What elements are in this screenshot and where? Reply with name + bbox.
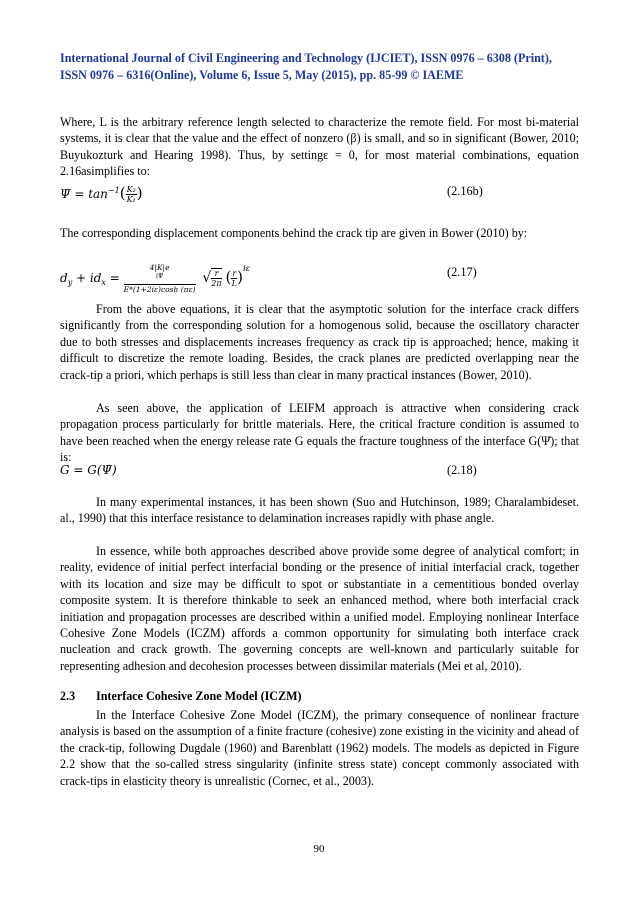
paragraph-leifm: As seen above, the application of LEIFM approach is attractive when considering crack propagation process particularly for brittle materials. Here, the critical fracture condition is assumed to have been reached when the energy release rate G equals the fracture toughness of the interface G(Ψ̇); that is:: [60, 401, 579, 465]
section-number: 2.3: [60, 689, 76, 703]
section-heading: [60, 689, 302, 704]
header-line-1: International Journal of Civil Engineering and Technology (IJCIET), ISSN 0976 – 6308 (Print),: [60, 51, 552, 65]
paragraph-experimental: In many experimental instances, it has been shown (Suo and Hutchinson, 1989; Charalambideset. al., 1990) that this interface resistance to delamination increases rapidly with phase angle.: [60, 495, 579, 526]
journal-header: [60, 50, 580, 84]
paragraph-iczm: In the Interface Cohesive Zone Model (ICZM), the primary consequence of nonlinear fracture analysis is based on the assumption of a finite fracture (cohesive) zone existing in the vicinity and ahead of the crack-tip, following Dugdale (1960) and Barenblatt (1962) models. The models as depicted in Figure 2.2 show that the so-called stress singularity (infinite stress state) concept commonly associated with crack-tips in elasticity theory is unrealistic (Cornec, et al., 2003).: [60, 708, 579, 788]
equation-number: (2.17): [447, 265, 477, 279]
equation-2-18-expression: G = G(Ψ̇): [60, 463, 117, 477]
equation-number: (2.18): [447, 463, 477, 477]
equation-number: (2.16b): [447, 184, 483, 198]
section-title: Interface Cohesive Zone Model (ICZM): [96, 689, 302, 703]
page-number: 90: [313, 843, 325, 855]
paragraph-asymptotic-solution: From the above equations, it is clear that the asymptotic solution for the interface crack differs significantly from the corresponding solution for a homogenous solid, because the oscillatory character due to both stresses and displacements increases frequency as crack tip is approached; hence, making it difficult to discretize the remote loading. Besides, the crack planes are predicted overlapping near the crack-tip a priori, which perhaps is still less than clear in many practical instances (Bower, 2010).: [60, 302, 579, 382]
paragraph-remote-field: Where, L is the arbitrary reference length selected to characterize the remote field. For most bi-material systems, it is clear that the value and the effect of nonzero (β) is small, and so in significant (Bower, 2010; Buyukozturk and Hearing 1998). Thus, by settingε = 0, for most material combinations, equation 2.16asimplifies to:: [60, 115, 579, 179]
paragraph-essence: In essence, while both approaches described above provide some degree of analytical comfort; in reality, evidence of initial perfect interfacial bonding or the presence of initial interfacial crack, together with its location and size may be difficult to spot or substantiate in a cementitious bonded overlay composite system. It is therefore thinkable to seek an enhanced method, where both interfacial crack initiation and propagation processes are described within a unified model. Employing nonlinear Interface Cohesive Zone Models (ICZM) affords a common opportunity for simulating both interface crack nucleation and crack growth. The governing concepts are well-known and particularly suitable for representing adhesion and decohesion processes between dissimilar materials (Mei et al, 2010).: [60, 544, 579, 673]
header-line-2: ISSN 0976 – 6316(Online), Volume 6, Issue 5, May (2015), pp. 85-99 © IAEME: [60, 68, 464, 82]
equation-2-18: [60, 460, 579, 484]
equation-2-16b: [60, 181, 579, 205]
paragraph-displacement-intro: The corresponding displacement components behind the crack tip are given in Bower (2010) by:: [60, 226, 528, 240]
equation-2-16b-expression: Ψ̇ = $\tan^{-1}$( $\frac{\text{K₂}}{\text{K₁}}$ ): [60, 184, 143, 204]
equation-2-17-expression: $d_y + id_x$ = 4|K|e $^{i\Psi}$ E*(1+2iε)cosh (πε) √ $\frac{r}{2\pi}$ ( $\frac{r}{L}$ )$^{i\varepsilon}$: [60, 263, 250, 294]
equation-2-17: [60, 257, 579, 294]
